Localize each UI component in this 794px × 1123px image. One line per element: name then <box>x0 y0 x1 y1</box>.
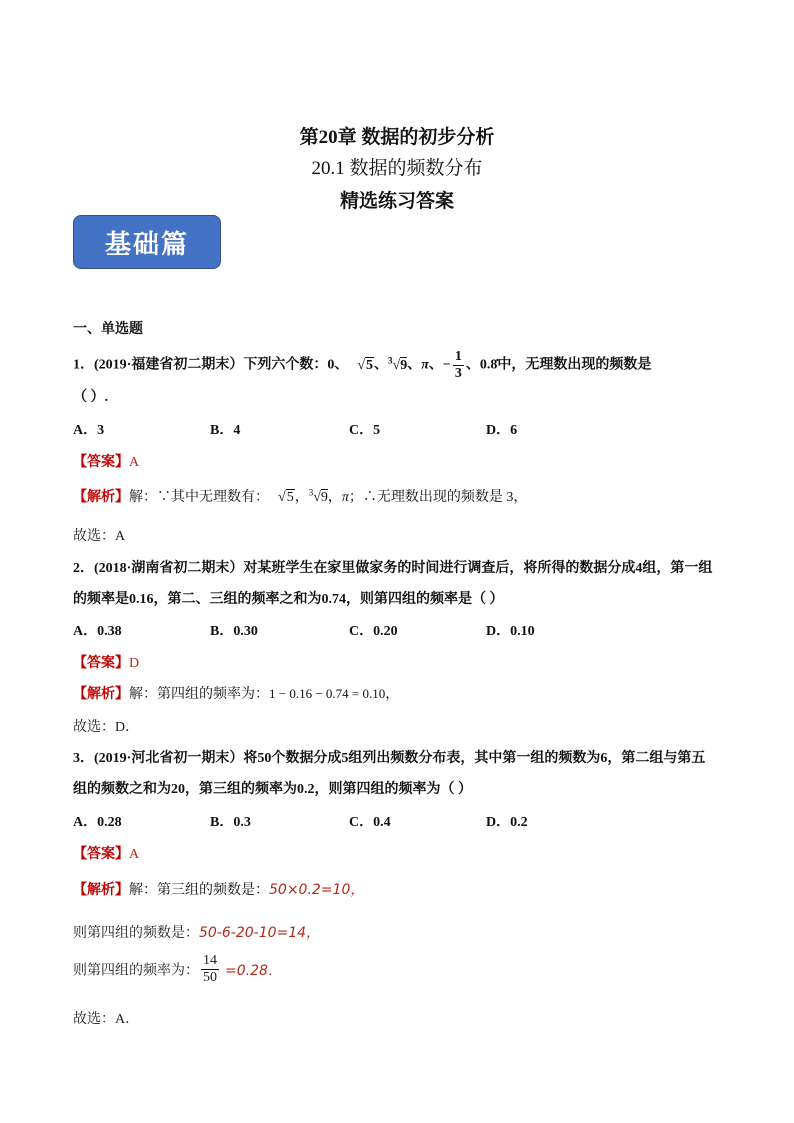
q3-analysis-expression: 50×0.2=10， <box>269 882 365 898</box>
q2-analysis-text-a: 解：第四组的频率为： <box>129 687 269 702</box>
q3-answer-label: 【答案】 <box>73 847 129 862</box>
q1-analysis-sqrt5: √5 <box>278 490 294 505</box>
q3-option-b: B．0.3 <box>210 815 251 830</box>
q1-num-pi: π <box>421 357 429 373</box>
q1-conclusion: 故选：A <box>73 529 126 544</box>
q1-stem-prefix: 1．(2019·福建省初二期末）下列六个数：0、 <box>73 357 349 373</box>
q1-num-repeating: 0.8̇ <box>479 357 498 373</box>
q1-num-cbrt9: $^3$√9 <box>388 355 408 373</box>
q1-option-d: D．6 <box>486 423 518 438</box>
q2-conclusion: 故选：D． <box>73 720 140 735</box>
q3-fraction-numerator: 14 <box>203 953 217 968</box>
q2-answer <box>73 652 139 672</box>
q3-option-a: A．0.28 <box>73 815 122 830</box>
page-subtitle: 精选练习答案 <box>339 191 454 212</box>
q2-option-b: B．0.30 <box>210 624 258 639</box>
q3-line3-text: 则第四组的频率为： <box>73 963 199 979</box>
q2-stem-line1: 2．(2018·湖南省初二期末）对某班学生在家里做家务的时间进行调查后，将所得的数据分成4组，第一组 <box>73 561 713 576</box>
q3-fraction-denominator: 50 <box>203 970 217 985</box>
q3-analysis-text-a: 解：第三组的频数是： <box>129 883 269 898</box>
q3-conclusion: 故选：A． <box>73 1012 140 1027</box>
q2-analysis-expression: 1 − 0.16 − 0.74 = 0.10 <box>269 686 386 701</box>
q1-analysis-pi: π <box>341 490 349 505</box>
q2-answer-label: 【答案】 <box>73 656 129 671</box>
q2-answer-value: D <box>129 656 140 671</box>
q3-line2-text: 则第四组的频数是： <box>73 926 199 941</box>
q3-stem-line1: 3．(2019·河北省初一期末）将50个数据分成5组列出频数分布表，其中第一组的频数为6，第二组与第五 <box>73 751 706 766</box>
q3-line2-expression: 50-6-20-10=14， <box>199 925 321 941</box>
q3-answer <box>73 843 139 863</box>
q1-answer-label: 【答案】 <box>73 455 129 470</box>
q1-answer-value: A <box>129 455 140 470</box>
q1-num-sqrt5: √5 <box>357 357 374 373</box>
q1-analysis: 【解析】解：∵其中无理数有： √5，$^3$√9，π；∴无理数出现的频数是 3， <box>73 487 528 505</box>
question-type-heading: 一、单选题 <box>73 322 143 337</box>
q3-analysis <box>73 879 364 899</box>
q3-analysis-label: 【解析】 <box>73 883 129 898</box>
chapter-title: 第20章 数据的初步分析 <box>299 127 495 148</box>
q3-stem-line2: 组的频数之和为20，第三组的频率为0.2，则第四组的频率为（ ） <box>73 782 472 797</box>
q2-option-d: D．0.10 <box>486 624 535 639</box>
q2-option-c: C．0.20 <box>349 624 398 639</box>
q1-analysis-cbrt9: $^3$√9 <box>308 487 328 505</box>
q3-option-c: C．0.4 <box>349 815 391 830</box>
q1-option-c: C．5 <box>349 423 381 438</box>
q3-option-d: D．0.2 <box>486 815 528 830</box>
q2-stem-line2: 的频率是0.16，第二、三组的频率之和为0.74，则第四组的频率是（ ） <box>73 592 504 607</box>
level-badge: 基础篇 <box>73 215 221 269</box>
q2-analysis <box>73 683 399 703</box>
section-title: 20.1 数据的频数分布 <box>311 158 483 179</box>
q1-stem-line1: 1．(2019·福建省初二期末）下列六个数：0、 √5、$^3$√9、π、− $\frac{1}{3}$ 、0.8̇中，无理数出现的频数是 <box>73 349 652 381</box>
q1-option-a: A．3 <box>73 423 105 438</box>
q2-analysis-text-b: ， <box>385 687 400 702</box>
q3-line3-fraction <box>201 953 219 986</box>
q1-stem-line2: （ ）. <box>73 390 108 405</box>
q2-analysis-label: 【解析】 <box>73 687 129 702</box>
q3-line3-expression: =0.28． <box>225 962 282 979</box>
q1-stem-suffix: 中，无理数出现的频数是 <box>497 357 652 373</box>
q2-option-a: A．0.38 <box>73 624 122 639</box>
q1-analysis-label: 【解析】 <box>73 490 129 505</box>
q1-analysis-text-a: 解：∵其中无理数有： <box>129 490 269 505</box>
q3-line3 <box>73 953 282 986</box>
q1-option-b: B．4 <box>210 423 241 438</box>
q3-line2 <box>73 922 320 942</box>
q1-analysis-text-b: ；∴无理数出现的频数是 3， <box>348 490 528 505</box>
q3-answer-value: A <box>129 847 140 862</box>
q1-num-fraction: $\frac{1}{3}$ <box>454 349 462 381</box>
q1-answer <box>73 451 139 471</box>
